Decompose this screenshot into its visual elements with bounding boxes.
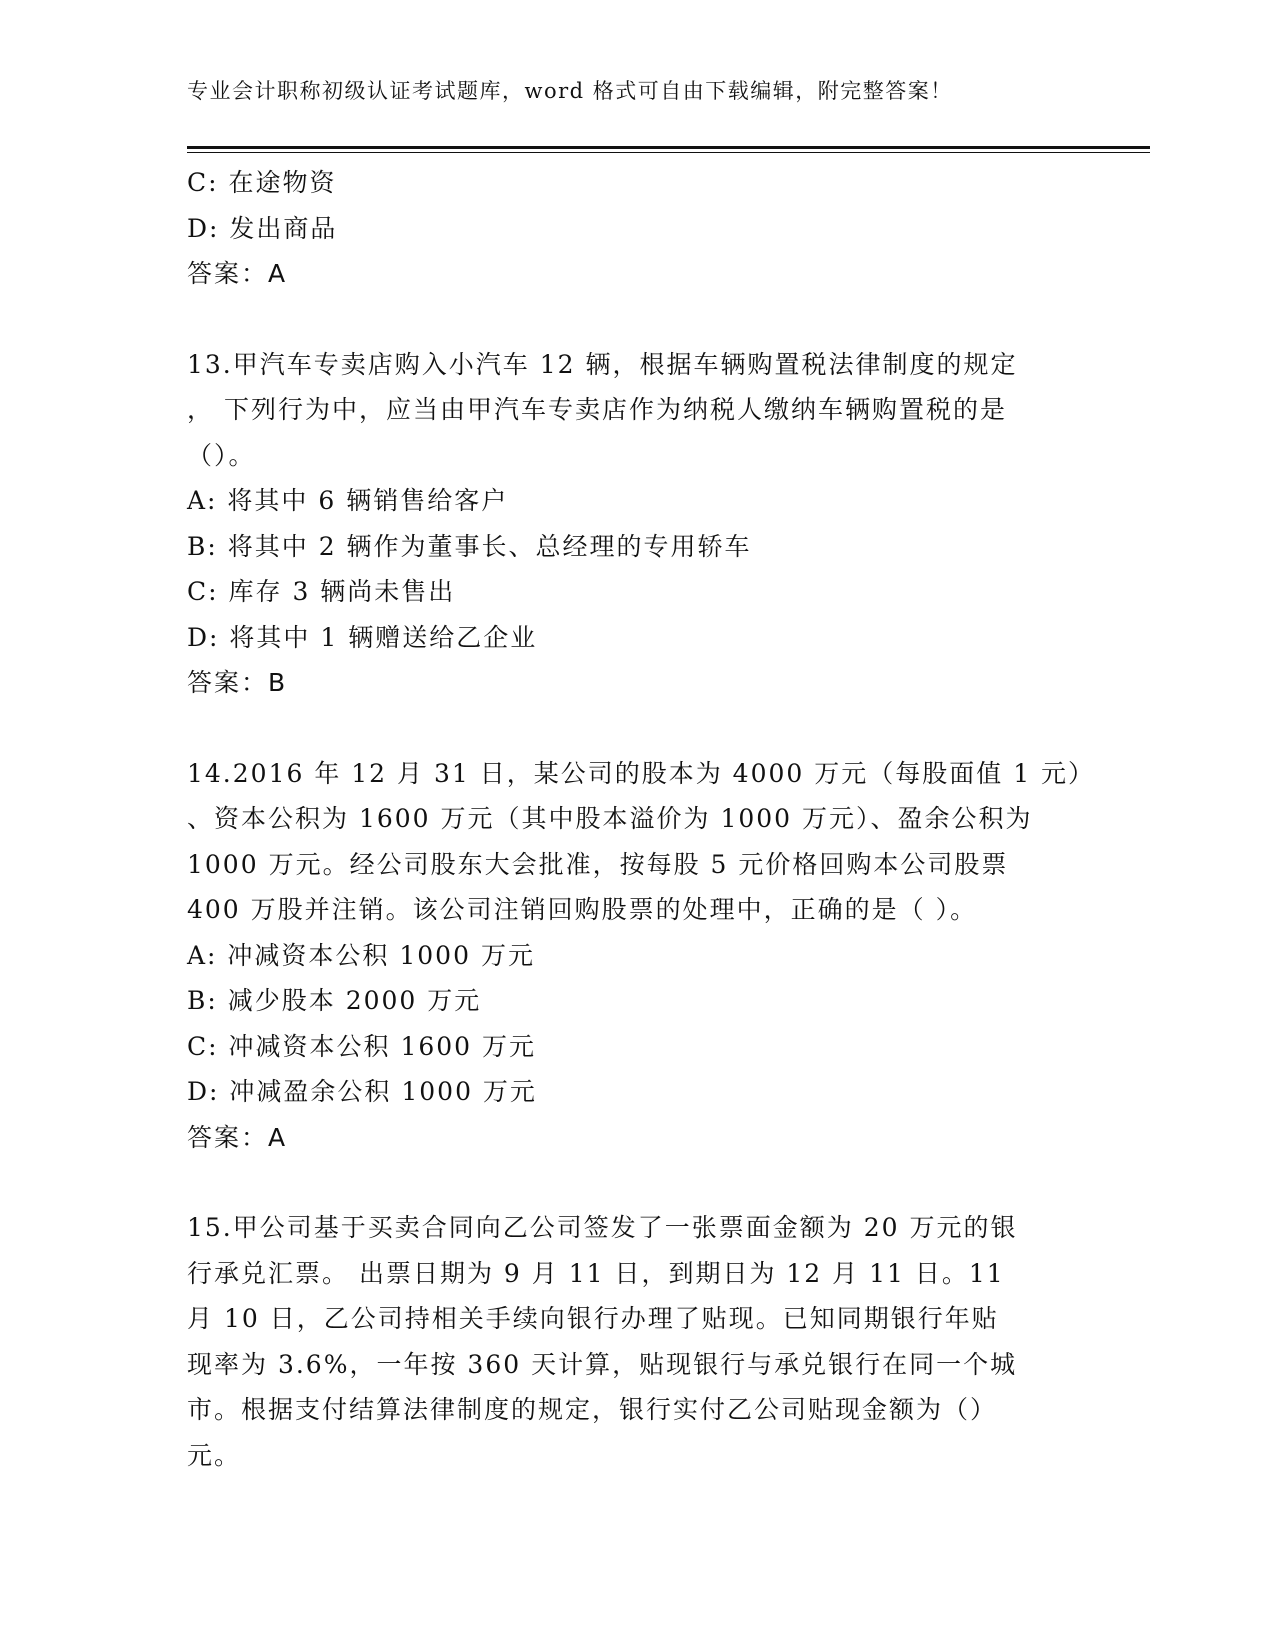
- question-text: 元。: [187, 1440, 242, 1470]
- option-d: D: 将其中 1 辆赠送给乙企业: [187, 622, 538, 652]
- spacer: [187, 706, 1087, 751]
- option-b: B: 将其中 2 辆作为董事长、总经理的专用轿车: [187, 531, 752, 561]
- option-d: D: 冲减盈余公积 1000 万元: [187, 1077, 537, 1106]
- option-c: C: 库存 3 辆尚未售出: [187, 577, 456, 606]
- question-text: ， 下列行为中，应当由甲汽车专卖店作为纳税人缴纳车辆购置税的是: [187, 395, 1007, 424]
- question-text: 现率为 3.6%，一年按 360 天计算，贴现银行与承兑银行在同一个城: [187, 1349, 1018, 1379]
- question-text: 、资本公积为 1600 万元（其中股本溢价为 1000 万元）、盈余公积为: [187, 804, 1033, 833]
- question-content: [187, 160, 1096, 1478]
- question-14: [187, 751, 1096, 1161]
- option-c: C: 在途物资: [187, 168, 337, 197]
- header-rule-thin: [187, 152, 1150, 153]
- question-text: 14.2016 年 12 月 31 日，某公司的股本为 4000 万元（每股面值 1 元）: [187, 758, 1096, 788]
- answer: 答案：A: [187, 259, 288, 288]
- option-c: C: 冲减资本公积 1600 万元: [187, 1031, 537, 1061]
- answer: 答案：A: [187, 1122, 288, 1152]
- option-a: A: 将其中 6 辆销售给客户: [187, 486, 509, 515]
- spacer: [187, 297, 1087, 342]
- question-text: 400 万股并注销。该公司注销回购股票的处理中，正确的是（ ）。: [187, 895, 978, 924]
- question-text: 行承兑汇票。 出票日期为 9 月 11 日，到期日为 12 月 11 日。11: [187, 1258, 1005, 1288]
- prev-question: [187, 160, 1087, 297]
- question-text: 13.甲汽车专卖店购入小汽车 12 辆，根据车辆购置税法律制度的规定: [187, 349, 1018, 379]
- question-text: 市。根据支付结算法律制度的规定，银行实付乙公司贴现金额为（）: [187, 1395, 998, 1424]
- page-header: 专业会计职称初级认证考试题库，word 格式可自由下载编辑，附完整答案！: [187, 79, 953, 103]
- option-a: A: 冲减资本公积 1000 万元: [187, 940, 535, 970]
- question-text: 1000 万元。经公司股东大会批准，按每股 5 元价格回购本公司股票: [187, 849, 1009, 879]
- question-15: [187, 1205, 1087, 1478]
- question-13: [187, 342, 1087, 706]
- option-d: D: 发出商品: [187, 213, 338, 243]
- question-text: 月 10 日，乙公司持相关手续向银行办理了贴现。已知同期银行年贴: [187, 1304, 999, 1333]
- option-b: B: 减少股本 2000 万元: [187, 986, 482, 1015]
- answer: 答案：B: [187, 668, 288, 697]
- header-rule-thick: [187, 146, 1150, 149]
- spacer: [187, 1160, 1087, 1205]
- question-text: 15.甲公司基于买卖合同向乙公司签发了一张票面金额为 20 万元的银: [187, 1213, 1018, 1242]
- question-text: （）。: [187, 440, 256, 470]
